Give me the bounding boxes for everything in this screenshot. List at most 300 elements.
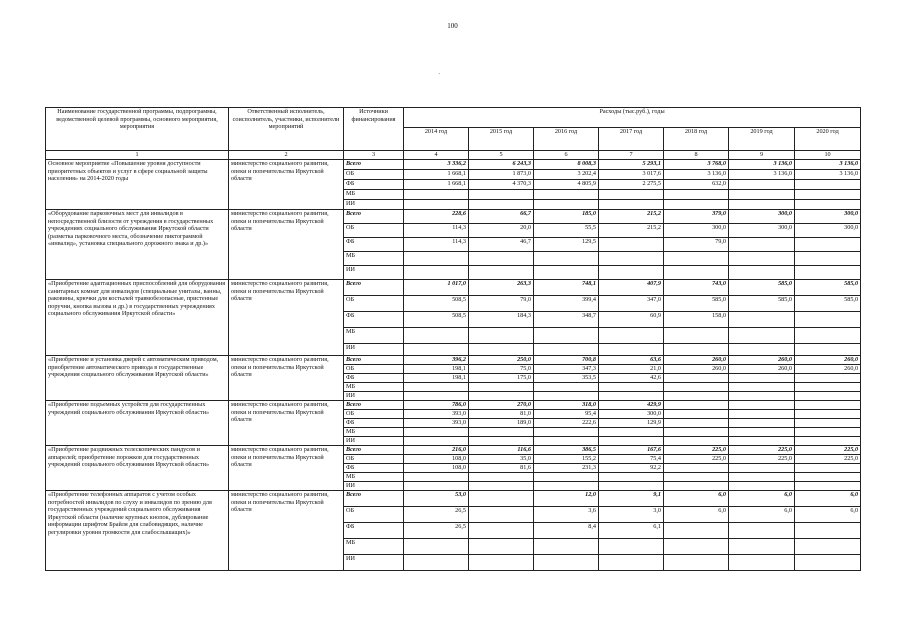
amount-cell [534,383,599,392]
amount-cell: 8,4 [534,523,599,539]
amount-cell [404,190,469,200]
amount-cell [729,555,795,571]
amount-cell [729,312,795,328]
amount-cell [795,410,861,419]
funding-source: МБ [344,428,404,437]
amount-cell: 399,4 [534,296,599,312]
funding-source: ОБ [344,455,404,464]
activity-name: «Оборудование парковочных мест для инвалидов в непосредственной близости от учреждения в государственных учреждениях социального обслуживания Иркутской области (разметка парковочного места, обозначение пиктограммой «инвалид», установка специального дорожного знака и др.)» [46,210,229,280]
amount-cell [599,190,664,200]
funding-source: ИИ [344,266,404,280]
funding-source: Всего [344,280,404,296]
amount-cell [664,190,729,200]
amount-cell: 300,0 [664,224,729,238]
amount-cell [469,344,534,356]
amount-cell: 8 008,3 [534,160,599,170]
amount-cell: 508,5 [404,312,469,328]
table-row [46,401,861,410]
executor: министерство социального развития, опеки и попечительства Иркутской области [229,446,344,491]
amount-cell [729,401,795,410]
amount-cell [664,428,729,437]
amount-cell [795,190,861,200]
amount-cell: 129,9 [599,419,664,428]
amount-cell [729,252,795,266]
amount-cell: 228,6 [404,210,469,224]
funding-source: МБ [344,539,404,555]
amount-cell: 55,5 [534,224,599,238]
amount-cell: 66,7 [469,210,534,224]
amount-cell: 225,0 [795,446,861,455]
amount-cell [469,491,534,507]
amount-cell: 215,2 [599,224,664,238]
amount-cell [534,437,599,446]
amount-cell: 270,0 [469,401,534,410]
amount-cell [729,523,795,539]
table-row [46,356,861,365]
amount-cell: 585,0 [795,296,861,312]
amount-cell [729,473,795,482]
amount-cell [664,473,729,482]
funding-source: ОБ [344,170,404,180]
amount-cell [599,437,664,446]
amount-cell [599,539,664,555]
amount-cell: 198,1 [404,365,469,374]
amount-cell [795,238,861,252]
table-body [46,160,861,571]
activity-name: «Приобретение и установка дверей с автоматическим приводом, приобретение автоматического привода в государственные учреждения социального обслуживания Иркутской области» [46,356,229,401]
amount-cell [534,473,599,482]
funding-source: Всего [344,356,404,365]
amount-cell: 585,0 [795,280,861,296]
amount-cell [469,437,534,446]
amount-cell [469,266,534,280]
funding-source: Всего [344,401,404,410]
amount-cell: 225,0 [664,455,729,464]
amount-cell [795,252,861,266]
amount-cell: 42,6 [599,374,664,383]
amount-cell: 60,9 [599,312,664,328]
amount-cell: 4 370,3 [469,180,534,190]
amount-cell: 92,2 [599,464,664,473]
activity-name: «Приобретение подъемных устройств для государственных учреждений социального обслуживания Иркутской области» [46,401,229,446]
amount-cell: 3 136,0 [729,160,795,170]
amount-cell: 215,2 [599,210,664,224]
page-number: 100 [447,22,458,30]
amount-cell [795,266,861,280]
amount-cell [795,523,861,539]
executor: министерство социального развития, опеки и попечительства Иркутской области [229,210,344,280]
year-header: 2015 год [469,128,534,151]
amount-cell: 6,0 [729,507,795,523]
amount-cell: 300,0 [795,224,861,238]
executor: министерство социального развития, опеки и попечительства Иркутской области [229,356,344,401]
activity-name: «Приобретение телефонных аппаратов с учетом особых потребностей инвалидов по слуху и инвалидов по зрению для государственных учреждений социального обслуживания Иркутской области (наличие крупных кнопок, дублирование информации шрифтом Брайля для слабовидящих, наличие регулировки уровня громкости для слабослышащих)» [46,491,229,571]
amount-cell: 6,0 [729,491,795,507]
amount-cell: 743,0 [664,280,729,296]
amount-cell [729,266,795,280]
funding-source: Всего [344,160,404,170]
funding-source: МБ [344,252,404,266]
amount-cell [534,200,599,210]
amount-cell [795,200,861,210]
amount-cell: 198,1 [404,374,469,383]
amount-cell [534,252,599,266]
amount-cell [404,344,469,356]
amount-cell: 1 873,0 [469,170,534,180]
amount-cell: 3 017,6 [599,170,664,180]
amount-cell: 6,1 [599,523,664,539]
amount-cell [534,344,599,356]
amount-cell: 114,3 [404,238,469,252]
amount-cell: 300,0 [795,210,861,224]
amount-cell: 20,0 [469,224,534,238]
amount-cell: 347,3 [534,365,599,374]
amount-cell [664,482,729,491]
executor: министерство социального развития, опеки и попечительства Иркутской области [229,280,344,356]
column-number: 2 [229,151,344,160]
amount-cell: 3,6 [534,507,599,523]
table-row [46,491,861,507]
amount-cell [599,328,664,344]
amount-cell: 300,0 [599,410,664,419]
amount-cell: 225,0 [664,446,729,455]
table-row [46,160,861,170]
amount-cell [664,401,729,410]
amount-cell [469,539,534,555]
amount-cell: 6,0 [795,491,861,507]
amount-cell: 53,0 [404,491,469,507]
amount-cell [469,190,534,200]
table-row [46,210,861,224]
amount-cell [795,539,861,555]
amount-cell: 116,6 [469,446,534,455]
amount-cell [534,328,599,344]
amount-cell [664,266,729,280]
amount-cell: 231,3 [534,464,599,473]
amount-cell [729,539,795,555]
amount-cell: 9,1 [599,491,664,507]
amount-cell [404,437,469,446]
amount-cell [729,328,795,344]
amount-cell [469,507,534,523]
amount-cell [664,437,729,446]
stray-mark: ` [438,72,441,80]
amount-cell: 108,0 [404,464,469,473]
amount-cell [534,482,599,491]
amount-cell [404,252,469,266]
column-number: 9 [729,151,795,160]
amount-cell: 175,0 [469,374,534,383]
amount-cell [469,523,534,539]
funding-source: ФБ [344,374,404,383]
amount-cell [664,383,729,392]
amount-cell [469,555,534,571]
amount-cell: 632,0 [664,180,729,190]
amount-cell: 393,0 [404,410,469,419]
amount-cell [795,555,861,571]
amount-cell [469,428,534,437]
year-header: 2020 год [795,128,861,151]
amount-cell [795,482,861,491]
funding-source: МБ [344,473,404,482]
amount-cell [795,344,861,356]
amount-cell: 585,0 [729,296,795,312]
amount-cell [729,428,795,437]
funding-source: ФБ [344,238,404,252]
amount-cell: 95,4 [534,410,599,419]
amount-cell [404,555,469,571]
amount-cell: 108,0 [404,455,469,464]
amount-cell [469,252,534,266]
funding-source: ИИ [344,482,404,491]
column-number: 1 [46,151,229,160]
funding-source: ОБ [344,224,404,238]
funding-source: МБ [344,190,404,200]
funding-source: ИИ [344,555,404,571]
amount-cell: 260,0 [664,365,729,374]
amount-cell: 786,0 [404,401,469,410]
amount-cell [469,482,534,491]
amount-cell [404,266,469,280]
amount-cell [534,392,599,401]
activity-name: «Приобретение раздвижных телескопических пандусов и аппарелей; приобретение порожков для государственных учреждений социального обслуживания Иркутской области» [46,446,229,491]
year-header: 2017 год [599,128,664,151]
funding-source: ФБ [344,523,404,539]
funding-source: ФБ [344,312,404,328]
amount-cell: 260,0 [664,356,729,365]
amount-cell [469,328,534,344]
amount-cell: 6,0 [664,491,729,507]
funding-source: ФБ [344,419,404,428]
amount-cell: 4 805,9 [534,180,599,190]
funding-source: МБ [344,328,404,344]
amount-cell: 508,5 [404,296,469,312]
amount-cell [729,383,795,392]
amount-cell [404,428,469,437]
amount-cell [729,482,795,491]
amount-cell: 1 668,1 [404,170,469,180]
funding-source: ИИ [344,392,404,401]
column-number: 7 [599,151,664,160]
amount-cell: 129,5 [534,238,599,252]
expenses-table [45,107,861,571]
column-number: 6 [534,151,599,160]
amount-cell: 386,5 [534,446,599,455]
amount-cell: 260,0 [795,356,861,365]
funding-source: Всего [344,491,404,507]
amount-cell: 748,1 [534,280,599,296]
amount-cell: 5 293,1 [599,160,664,170]
amount-cell [404,383,469,392]
amount-cell [729,190,795,200]
funding-source: ОБ [344,296,404,312]
amount-cell: 250,0 [469,356,534,365]
amount-cell: 3 336,2 [404,160,469,170]
amount-cell [599,473,664,482]
amount-cell [729,200,795,210]
amount-cell: 216,0 [404,446,469,455]
funding-source: Всего [344,446,404,455]
amount-cell: 26,5 [404,507,469,523]
column-number: 4 [404,151,469,160]
amount-cell: 79,0 [469,296,534,312]
amount-cell: 222,6 [534,419,599,428]
column-number-row [46,151,861,160]
amount-cell [729,180,795,190]
funding-source: МБ [344,383,404,392]
amount-cell [404,482,469,491]
amount-cell [599,482,664,491]
amount-cell: 81,0 [469,410,534,419]
amount-cell [729,344,795,356]
amount-cell [664,555,729,571]
amount-cell [534,266,599,280]
amount-cell [729,374,795,383]
amount-cell: 1 668,1 [404,180,469,190]
amount-cell: 189,0 [469,419,534,428]
amount-cell: 225,0 [729,455,795,464]
amount-cell [795,428,861,437]
amount-cell: 1 017,0 [404,280,469,296]
amount-cell: 3,0 [599,507,664,523]
amount-cell [469,473,534,482]
amount-cell [534,555,599,571]
column-number: 10 [795,151,861,160]
amount-cell: 347,0 [599,296,664,312]
funding-source: ОБ [344,365,404,374]
amount-cell: 260,0 [729,356,795,365]
amount-cell: 35,0 [469,455,534,464]
table-row [46,280,861,296]
amount-cell [599,252,664,266]
amount-cell [534,190,599,200]
funding-source: ОБ [344,410,404,419]
amount-cell [795,419,861,428]
amount-cell: 260,0 [795,365,861,374]
amount-cell [795,374,861,383]
amount-cell: 75,4 [599,455,664,464]
header-source: Источники финансирования [344,108,404,151]
year-header: 2014 год [404,128,469,151]
amount-cell: 167,6 [599,446,664,455]
amount-cell [795,464,861,473]
amount-cell: 379,0 [664,210,729,224]
amount-cell: 300,0 [729,224,795,238]
funding-source: ИИ [344,344,404,356]
amount-cell: 585,0 [729,280,795,296]
amount-cell: 155,2 [534,455,599,464]
year-header: 2016 год [534,128,599,151]
amount-cell: 348,7 [534,312,599,328]
amount-cell [795,312,861,328]
amount-cell: 318,0 [534,401,599,410]
amount-cell: 3 768,0 [664,160,729,170]
column-number: 5 [469,151,534,160]
amount-cell [795,437,861,446]
amount-cell [469,200,534,210]
amount-cell [729,238,795,252]
amount-cell [729,410,795,419]
amount-cell [404,473,469,482]
column-number: 3 [344,151,404,160]
amount-cell: 396,2 [404,356,469,365]
column-number: 8 [664,151,729,160]
header-expenses: Расходы (тыс.руб.), годы [404,108,861,128]
amount-cell: 12,0 [534,491,599,507]
amount-cell: 184,3 [469,312,534,328]
amount-cell: 3 136,0 [795,170,861,180]
amount-cell: 6,0 [795,507,861,523]
funding-source: ИИ [344,437,404,446]
amount-cell: 63,6 [599,356,664,365]
amount-cell: 26,5 [404,523,469,539]
executor: министерство социального развития, опеки и попечительства Иркутской области [229,401,344,446]
amount-cell [404,539,469,555]
activity-name: «Приобретение адаптационных приспособлений для оборудования санитарных комнат для инвалидов (специальные унитазы, ванны, раковины, крючки для костылей травмобезопасные, пристенные поручни, кнопка вызова и др.) в государственных учреждениях социального обслуживания Иркутской области» [46,280,229,356]
amount-cell: 700,8 [534,356,599,365]
funding-source: ФБ [344,464,404,473]
activity-name: Основное мероприятие «Повышение уровня доступности приоритетных объектов и услуг в сфере социальной защиты населения» на 2014-2020 годы [46,160,229,210]
amount-cell [664,392,729,401]
amount-cell [795,473,861,482]
funding-source: ИИ [344,200,404,210]
amount-cell: 585,0 [664,296,729,312]
amount-cell: 6 243,3 [469,160,534,170]
amount-cell [599,266,664,280]
amount-cell [664,252,729,266]
amount-cell: 3 136,0 [664,170,729,180]
amount-cell [795,401,861,410]
amount-cell [599,200,664,210]
amount-cell [404,200,469,210]
amount-cell: 407,9 [599,280,664,296]
header-name: Наименование государственной программы, подпрограммы, ведомственной целевой программы, основного мероприятия, мероприятия [46,108,229,151]
amount-cell [664,464,729,473]
amount-cell [729,419,795,428]
amount-cell [664,328,729,344]
amount-cell [795,383,861,392]
header-executor: Ответственный исполнитель, соисполнитель, участники, исполнители мероприятий [229,108,344,151]
amount-cell [664,374,729,383]
amount-cell: 3 136,0 [729,170,795,180]
funding-source: Всего [344,210,404,224]
amount-cell: 225,0 [729,446,795,455]
amount-cell: 79,0 [664,238,729,252]
amount-cell: 185,0 [534,210,599,224]
amount-cell [469,383,534,392]
amount-cell [599,555,664,571]
funding-source: ФБ [344,180,404,190]
amount-cell: 46,7 [469,238,534,252]
amount-cell: 225,0 [795,455,861,464]
year-header: 2019 год [729,128,795,151]
amount-cell: 81,6 [469,464,534,473]
amount-cell [795,392,861,401]
amount-cell: 300,0 [729,210,795,224]
amount-cell: 353,5 [534,374,599,383]
amount-cell [404,392,469,401]
amount-cell [664,523,729,539]
amount-cell [404,328,469,344]
amount-cell [664,344,729,356]
amount-cell [599,392,664,401]
amount-cell: 393,0 [404,419,469,428]
amount-cell: 21,0 [599,365,664,374]
amount-cell [534,539,599,555]
amount-cell [664,200,729,210]
amount-cell [599,238,664,252]
amount-cell [664,410,729,419]
